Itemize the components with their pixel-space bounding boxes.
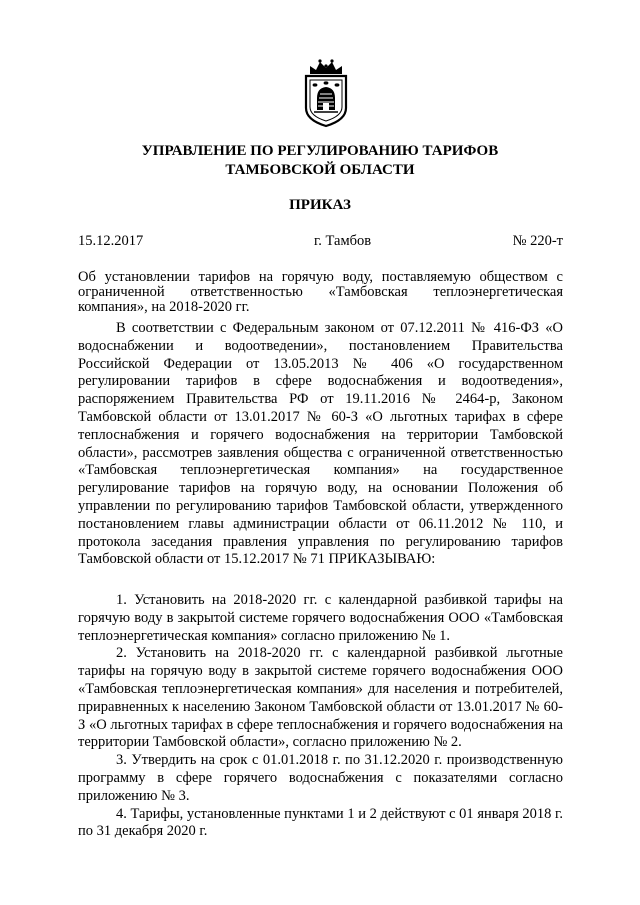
agency-title-line1: УПРАВЛЕНИЕ ПО РЕГУЛИРОВАНИЮ ТАРИФОВ: [141, 143, 499, 159]
agency-title-line2: ТАМБОВСКОЙ ОБЛАСТИ: [225, 162, 415, 178]
order-item-4: 4. Тарифы, установленные пунктами 1 и 2 действуют с 01 января 2018 г. по 31 декабря 2020 г.: [78, 805, 563, 840]
order-item-3: 3. Утвердить на срок с 01.01.2018 г. по 31.12.2020 г. производственную программу в сфере горячего водоснабжения с показателями согласно приложению № 3.: [78, 752, 563, 804]
document-subject: Об установлении тарифов на горячую воду, поставляемую обществом с ограниченной ответственностью «Тамбовская теплоэнергетическая компания», на 2018-2020 гг.: [78, 269, 563, 315]
document-meta-row: [78, 232, 563, 250]
order-item-2: 2. Установить на 2018-2020 гг. с календарной разбивкой льготные тарифы на горячую воду в закрытой системе горячего водоснабжения ООО «Тамбовская теплоэнергетическая компания» для населения и потребителей, приравненных к населению Законом Тамбовской области от 13.01.2017 № 60-З «О льготных тарифах в сфере теплоснабжения и горячего водоснабжения на территории Тамбовской области», согласно приложению № 2.: [78, 645, 563, 751]
document-city: г. Тамбов: [314, 233, 372, 249]
document-number: № 220-т: [512, 233, 563, 249]
order-item-1: 1. Установить на 2018-2020 гг. с календарной разбивкой тарифы на горячую воду в закрытой системе горячего водоснабжения ООО «Тамбовская теплоэнергетическая компания» согласно приложению № 1.: [78, 592, 563, 644]
document-type: ПРИКАЗ: [289, 197, 351, 213]
preamble-block: [78, 320, 563, 569]
tambov-coat-of-arms-icon: [298, 58, 354, 128]
document-date: 15.12.2017: [78, 233, 144, 249]
order-items-list: [78, 592, 563, 841]
preamble-paragraph: В соответствии с Федеральным законом от 07.12.2011 № 416-ФЗ «О водоснабжении и водоотведении», постановлением Правительства Российской Федерации от 13.05.2013 № 406 «О государственном регулировании тарифов в сфере водоснабжения и водоотведения», распоряжением Правительства РФ от 19.11.2016 № 2464-р, Законом Тамбовской области от 13.01.2017 № 60-З «О льготных тарифах в сфере теплоснабжения и горячего водоснабжения на территории Тамбовской области», рассмотрев заявления общества с ограниченной ответственностью «Тамбовская теплоэнергетическая компания» на государственное регулирование тарифов на горячую воду, на основании Положения об управлении по регулированию тарифов Тамбовской области, утвержденного постановлением главы администрации области от 06.11.2012 № 110, и протокола заседания правления управления по регулированию тарифов Тамбовской области от 15.12.2017 № 71 ПРИКАЗЫВАЮ:: [78, 320, 563, 568]
